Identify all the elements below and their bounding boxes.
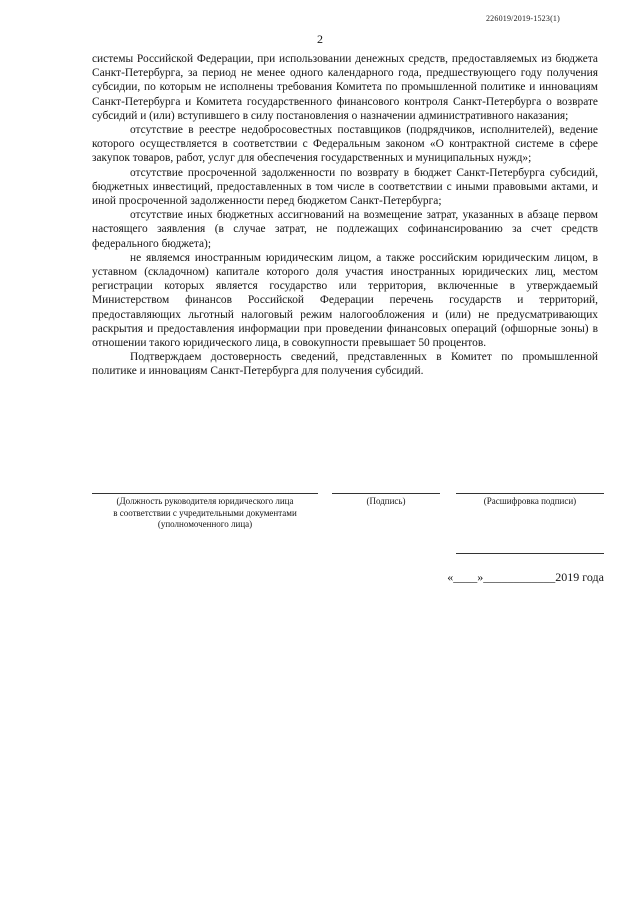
document-body <box>92 52 598 379</box>
position-caption <box>92 496 318 531</box>
position-signature-line <box>92 493 318 494</box>
extra-line <box>456 553 604 554</box>
paragraph-debt: отсутствие просроченной задолженности по возврату в бюджет Санкт-Петербурга субсидий, бюджетных инвестиций, предоставленных в том числе в соответствии с иными правовыми актами, и иной просроченной задолженности перед бюджетом Санкт-Петербурга; <box>92 166 598 208</box>
position-caption-line-1: (Должность руководителя юридического лица <box>116 496 294 506</box>
signature-caption: (Подпись) <box>366 496 406 506</box>
position-caption-line-2: в соответствии с учредительными документами <box>113 507 297 518</box>
decode-caption: (Расшифровка подписи) <box>483 496 577 506</box>
decode-signature-line <box>456 493 604 494</box>
paragraph-continuation: системы Российской Федерации, при использовании денежных средств, предоставляемых из бюджета Санкт-Петербурга, за период не менее одного календарного года, предшествующего году получения субсидии, по которым не исполнены требования Комитета по промышленной политике и инновациям Санкт-Петербурга и Комитета государственного финансового контроля Санкт-Петербурга о возврате субсидий и (или) вступившего в силу постановления о назначении административного наказания; <box>92 53 598 122</box>
page-number: 2 <box>317 32 323 46</box>
document-id: 226019/2019-1523(1) <box>485 14 560 23</box>
paragraph-confirmation: Подтверждаем достоверность сведений, представленных в Комитет по промышленной политике и инновациям Санкт-Петербурга для получения субсидий. <box>92 351 598 378</box>
paragraph-allocations: отсутствие иных бюджетных ассигнований на возмещение затрат, указанных в абзаце первом настоящего заявления (в случае затрат, не подлежащих софинансированию за счет средств федерального бюджета); <box>92 209 598 250</box>
signature-line <box>332 493 440 494</box>
paragraph-foreign-entity: не являемся иностранным юридическим лицом, а также российским юридическим лицом, в уставном (складочном) капитале которого доля участия иностранных юридических лиц, местом регистрации которых является государство или территория, включенные в утверждаемый Министерством финансов Российской Федерации перечень государств и территорий, предоставляющих льготный налоговый режим налогообложения и (или) не предусматривающих раскрытия и предоставления информации при проведении финансовых операций (офшорные зоны) в отношении такого юридического лица, в совокупности превышает 50 процентов. <box>92 251 598 350</box>
position-caption-line-3: (уполномоченного лица) <box>157 519 253 529</box>
date-field: «____»____________2019 года <box>447 570 604 584</box>
paragraph-registry: отсутствие в реестре недобросовестных поставщиков (подрядчиков, исполнителей), ведение которого осуществляется в соответствии с Федеральным законом «О контрактной системе в сфере закупок товаров, работ, услуг для обеспечения государственных и муниципальных нужд»; <box>92 124 598 165</box>
